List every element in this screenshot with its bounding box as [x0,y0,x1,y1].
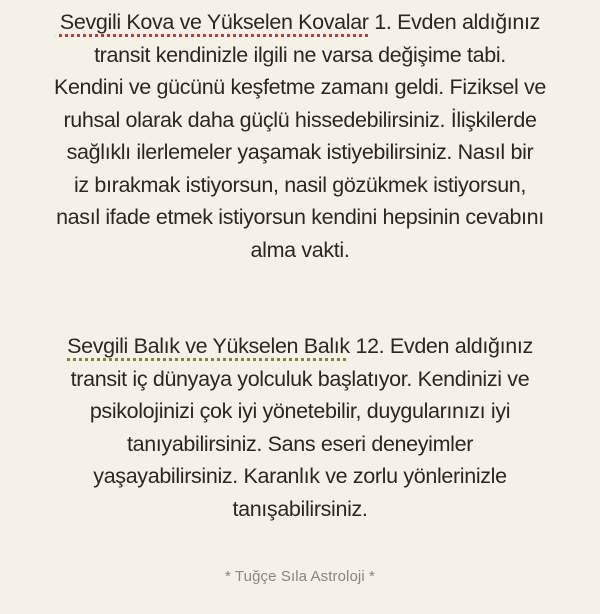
paragraph-line: nasıl ifade etmek istiyorsun kendini hepsinin cevabını [56,205,544,229]
paragraph-kova [20,6,580,266]
paragraph-line-text: 1. Evden aldığınız [368,10,541,34]
paragraph-line: iz bırakmak istiyorsun, nasil gözükmek istiyorsun, [73,172,527,197]
paragraph-line [20,6,580,39]
paragraph-line: transit iç dünyaya yolculuk başlatıyor. Kendinizi ve [70,366,530,391]
paragraph-line-text: 12. Evden aldığınız [349,334,533,358]
paragraph-line: yaşayabilirsiniz. Karanlık ve zorlu yönlerinizle [93,464,507,488]
paragraph-line [20,330,580,363]
paragraph-balik [20,330,580,525]
paragraph-line: transit kendinizle ilgili ne varsa değişime tabi. [94,42,506,67]
paragraph-line: ruhsal olarak daha güçlü hissedebilirsiniz. İlişkilerde [63,107,537,132]
paragraph-line: sağlıklı ilerlemeler yaşamak istiyebilirsiniz. Nasıl bir [66,140,534,164]
author-signature: * Tuğçe Sıla Astroloji * [225,568,375,585]
paragraph-line: tanışabilirsiniz. [232,496,368,521]
paragraph-line: psikolojinizi çok iyi yönetebilir, duygularınızı iyi [89,399,511,423]
paragraph-line: Kendini ve gücünü keşfetme zamanı geldi. Fiziksel ve [53,75,547,99]
paragraph-line: alma vakti. [250,237,350,262]
paragraph-line: tanıyabilirsiniz. Sans eseri deneyimler [126,431,474,456]
sign-heading-kova: Sevgili Kova ve Yükselen Kovalar [59,10,369,34]
sign-heading-balik: Sevgili Balık ve Yükselen Balık [67,334,350,358]
